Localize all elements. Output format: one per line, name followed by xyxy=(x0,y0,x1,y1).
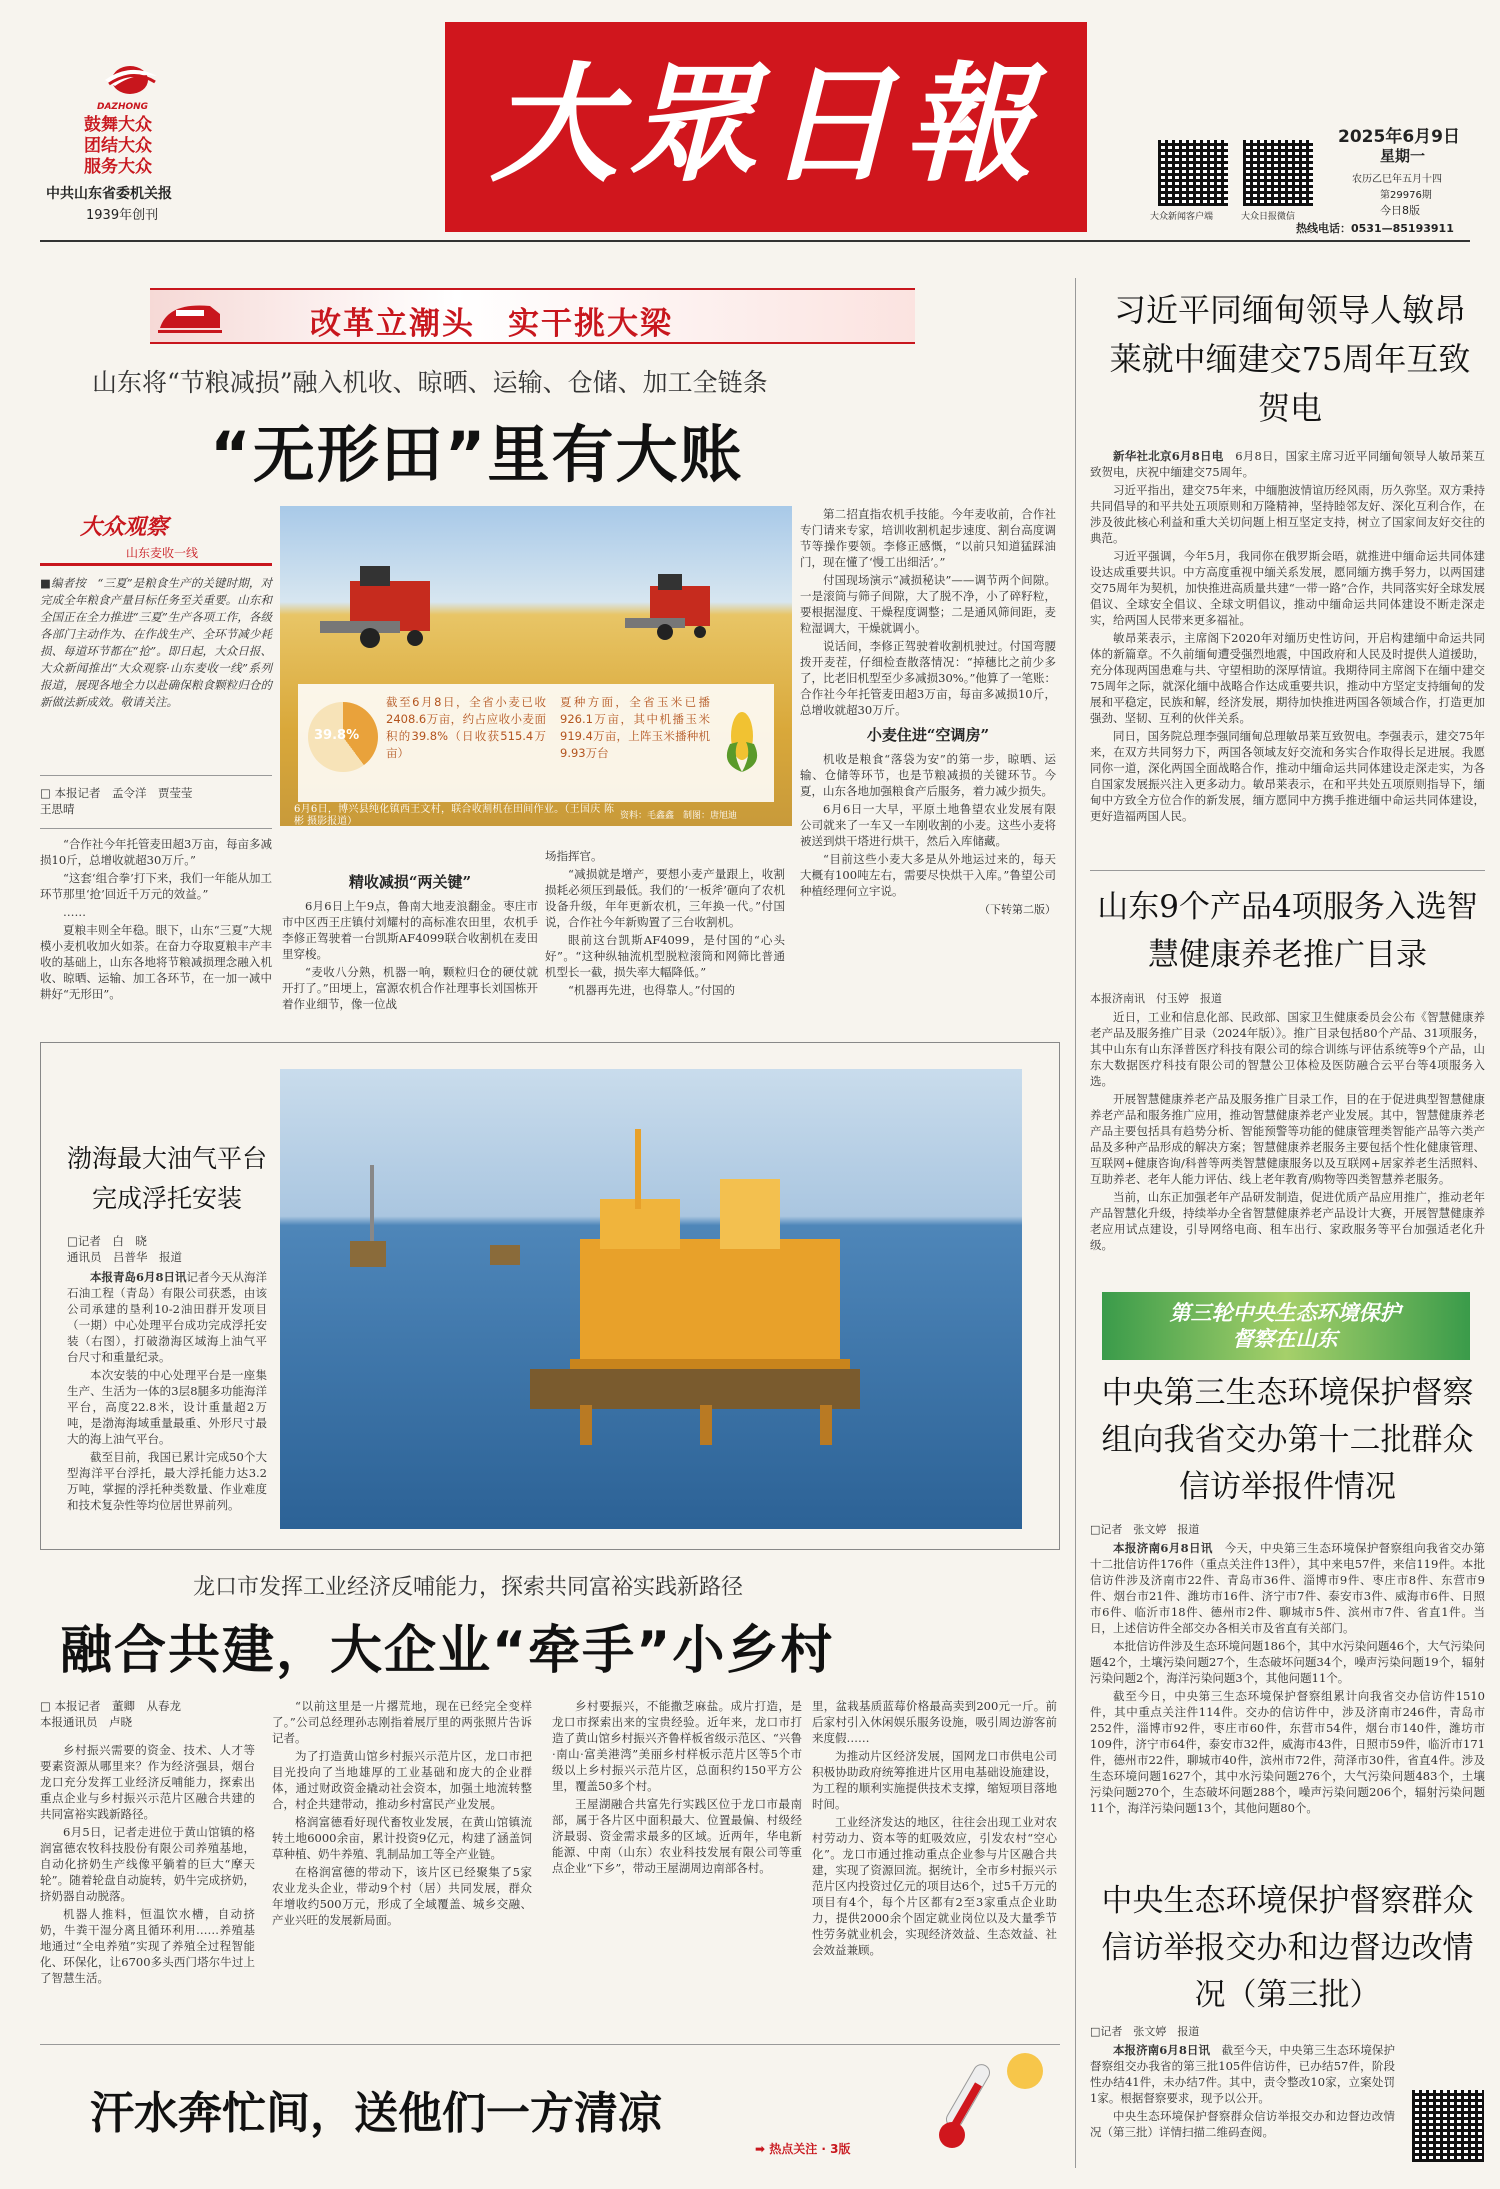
paragraph: “以前这里是一片撂荒地，现在已经完全变样了。”公司总经理孙志刚指着展厅里的两张照片告诉记者。 xyxy=(272,1699,532,1745)
longkou-byline: □ 本报记者 董卿 从春龙 本报通讯员 卢晓 xyxy=(40,1699,182,1729)
bottom-teaser-title: 汗水奔忙间，送他们一方清凉 xyxy=(90,2088,662,2139)
qr-label-wechat: 大众日报微信 xyxy=(1241,212,1296,222)
paragraph: 眼前这台凯斯AF4099，是付国的“心头好”。“这种纵轴流机型脱粒滚筒和网筛比普通机型长一截，损失率大幅降低。” xyxy=(545,933,785,979)
column-logo-text: 大众观察 xyxy=(80,515,169,540)
qr-code-eco[interactable] xyxy=(1412,2090,1484,2162)
paragraph: “麦收八分熟，机器一响，颗粒归仓的硬仗就开打了。”田埂上，富源农机合作社理事长刘国栋开着作业细节，像一位战 xyxy=(282,965,538,1011)
brand-small: DAZHONG xyxy=(97,102,149,112)
body-text: 截至今天，中央第三生态环境保护督察组交办我省的第三批105件信访件，已办结57件，阶段性办结41件，未办结7件。其中，责令整改10家，立案处罚1家。根据督察要求，现予以公开。 xyxy=(1090,2043,1395,2105)
thermometer-icon xyxy=(930,2051,1050,2156)
paragraph: 截至目前，我国已累计完成50个大型海洋平台浮托，最大浮托能力达3.2万吨，掌握的浮托种类数量、作业难度和技术复杂性等均位居世界前列。 xyxy=(67,1450,267,1512)
dateline: 本报济南6月8日讯 xyxy=(1113,1541,1213,1555)
weekday: 星期一 xyxy=(1380,147,1426,165)
slogans xyxy=(84,115,174,178)
qr-code-app[interactable] xyxy=(1158,140,1228,206)
dazhong-logo xyxy=(95,62,165,102)
combine-harvester-right xyxy=(625,574,710,640)
paragraph: 为推动片区经济发展，国网龙口市供电公司积极协助政府统筹推进片区用电基础设施建设，为工程的顺利实施提供技术支撑，缩短项目落地时间。 xyxy=(812,1749,1057,1811)
paragraph: 夏粮丰则全年稳。眼下，山东“三夏”大规模小麦机收加火如荼。在奋力夺取夏粮丰产丰收的基础上，山东各地将节粮减损理念融入机收、晾晒、运输、加工各环节，在一加一减中耕好“无形田”。 xyxy=(40,923,272,1001)
divider xyxy=(40,828,272,829)
masthead-title: 大眾日報 xyxy=(489,50,1042,200)
paragraph: “合作社今年托管麦田超3万亩，每亩多减损10斤，总增收就超30万斤。” xyxy=(40,837,272,867)
eco1-body xyxy=(1090,1518,1485,1818)
paragraph: “这套‘组合拳’打下来，我们一年能从加工环节那里‘抢’回近千万元的效益。” xyxy=(40,871,272,901)
dateline: 本报青岛6月8日讯 xyxy=(90,1270,187,1284)
info-right: 夏种方面，全省玉米已播926.1万亩，其中机播玉米919.4万亩，上阵玉米播种机9.93万台 xyxy=(560,695,710,760)
editor-note: ■编者按 “三夏”是粮食生产的关键时期，对完成全年粮食产量目标任务至关重要。山东和全国正在全力推进“三夏”生产各项工作，各级各部门主动作为、在作战生产、全环节减少耗损、每道环节都在“抢”。即日起，大众日报、大众新闻推出“大众观察·山东麦收一线”系列报道，展现各地全力以赴确保粮食颗粒归仓的新做法新成效。敬请关注。 xyxy=(40,576,272,709)
health-body xyxy=(1090,987,1485,1255)
paragraph xyxy=(1090,1540,1485,1636)
health-title: 山东9个产品4项服务入选智慧健康养老推广目录 xyxy=(1097,889,1478,973)
oil-platform-photo xyxy=(280,1069,1022,1529)
paragraph: 王屋湖融合共富先行实践区位于龙口市最南部，属于各片区中面积最大、位置最偏、村级经济最弱、资金需求最多的区域。近两年，华电新能源、中南（山东）农业科技发展有限公司等重点企业“下乡”，带动王屋湖周边南部各村。 xyxy=(552,1797,802,1875)
subheading: 精收减损“两关键” xyxy=(348,873,472,891)
bohai-box xyxy=(40,1042,1060,1550)
body-text: 今天，中央第三生态环境保护督察组向我省交办第十二批信访件176件（重点关注件13件），其中来电57件，来信119件。本批信访件涉及济南市22件、青岛市36件、淄博市9件、枣庄市8件、东营市9件、烟台市21件、潍坊市16件、济宁市7件、泰安市3件、威海市6件、日照市6件、临沂市18件、德州市2件、聊城市5件、滨州市7件、省直1件。当日，上述信访件全部交办各相关市及省直有关部门。 xyxy=(1090,1541,1486,1635)
lunar-date: 农历乙巳年五月十四 xyxy=(1352,174,1442,185)
lead-col1 xyxy=(40,836,272,1004)
paragraph: 为了打造黄山馆乡村振兴示范片区，龙口市把目光投向了当地雄厚的工业基础和庞大的企业群体，通过财政资金撬动社会资本，加强土地流转整合，村企共建带动，推动乡村富民产业发展。 xyxy=(272,1749,532,1811)
paragraph xyxy=(1090,448,1485,480)
bohai-body xyxy=(67,1269,267,1515)
paragraph: “目前这些小麦大多是从外地运过来的，每天大概有100吨左右，需要尽快烘干入库。”鲁望公司种植经理何立宇说。 xyxy=(800,852,1056,898)
paragraph: 6月6日一大早，平原土地鲁望农业发展有限公司就来了一车又一车刚收割的小麦。这些小麦将被送到烘干塔进行烘干，然后入库储藏。 xyxy=(800,802,1056,848)
divider xyxy=(40,775,272,776)
bohai-byline: □记者 白 晓 通讯员 吕普华 报道 xyxy=(67,1234,182,1264)
paragraph: 第二招直指农机手技能。今年麦收前，合作社专门请来专家，培训收割机起步速度、割台高度调节等操作要领。李修正感慨，“以前只知道猛踩油门，现在懂了‘慢工出细活’。” xyxy=(800,507,1056,569)
column-sub: 山东麦收一线 xyxy=(126,546,199,560)
paragraph: “机器再先进，也得靠人。”付国的 xyxy=(568,983,736,997)
paragraph: 截至今日，中央第三生态环境保护督察组累计向我省交办信访件1510件，其中重点关注件114件。交办的信访件中，涉及济南市246件，青岛市252件，淄博市92件，枣庄市60件，东营市54件，烟台市140件，潍坊市109件，济宁市64件，泰安市32件，威海市43件，日照市59件，临沂市171件，德州市22件，聊城市40件，滨州市72件，菏泽市30件，省直4件。涉及生态环境问题1627个，其中水污染问题276个，大气污染问题483个，土壤污染问题270个，生态破坏问题288个，噪声污染问题206个，辐射污染问题11个，海洋污染问题13个，其他问题80个。 xyxy=(1090,1689,1485,1815)
qr-code-wechat[interactable] xyxy=(1243,140,1313,206)
paragraph: 在格润富德的带动下，该片区已经聚集了5家农业龙头企业，带动9个村（居）共同发展，群众年增收约500万元，形成了全域覆盖、城乡交融、产业兴旺的发展新局面。 xyxy=(272,1865,532,1927)
eco1-byline: □记者 张文婷 报道 xyxy=(1090,1523,1200,1536)
paragraph: 里，盆栽基质蓝莓价格最高卖到200元一斤。前后家村引入休闲娱乐服务设施，吸引周边游客前来度假…… xyxy=(812,1699,1057,1745)
paragraph: 付国现场演示“减损秘诀”——调节两个间隙。一是滚筒与筛子间隙，大了脱不净，小了碎籽粒，要根据湿度、干燥程度调整；二是通风筛间距，麦粒湿调大，干燥就调小。 xyxy=(800,573,1056,635)
eco2-byline: □记者 张文婷 报道 xyxy=(1090,2025,1200,2038)
paragraph: 工业经济发达的地区，往往会出现工业对农村劳动力、资本等的虹吸效应，引发农村“空心化”。龙口市通过推动重点企业参与片区融合共建，实现了资源回流。据统计，全市乡村振兴示范片区内投资过亿元的项目达6个，过5千万元的项目有4个，每个片区都有2至3家重点企业助力，提供2000余个固定就业岗位以及大量季节性劳务就业机会，实现经济效益、生态效益、社会效益兼顾。 xyxy=(812,1815,1057,1957)
paragraph: 本批信访件涉及生态环境问题186个，其中水污染问题46个，大气污染问题42个，土壤污染问题27个，生态破坏问题34个，噪声污染问题19个，辐射污染问题2个，海洋污染问题3个，其他问题11个。 xyxy=(1090,1639,1485,1685)
body-text: 记者今天从海洋石油工程（青岛）有限公司获悉，由该公司承建的垦利10-2油田群开发项目（一期）中心处理平台成功完成浮托安装（右图），打破渤海区域海上油气平台尺寸和重量纪录。 xyxy=(67,1270,268,1364)
paragraph: 场指挥官。 xyxy=(545,849,603,863)
photo-caption: 6月6日，博兴县纯化镇西王文村，联合收割机在田间作业。（王国庆 陈彬 摄影报道） xyxy=(294,804,614,827)
paragraph: 6月5日，记者走进位于黄山馆镇的格润富德农牧科技股份有限公司养殖基地，自动化挤奶生产线像平躺着的巨大“摩天轮”。随着轮盘自动旋转，奶牛完成挤奶，挤奶器自动脱落。 xyxy=(40,1825,255,1903)
lead-col4 xyxy=(800,506,1056,917)
longkou-col1 xyxy=(40,1742,255,1988)
reform-banner xyxy=(150,288,915,344)
page-count: 今日8版 xyxy=(1380,204,1420,217)
paragraph: “减损就是增产，要想小麦产量跟上，收割损耗必须压到最低。我们的‘一板斧’砸向了农机设备升级，年年更新农机，三年换一代。”付国说，合作社今年新购置了三台收割机。 xyxy=(545,867,785,929)
divider xyxy=(1090,870,1485,871)
longkou-col4 xyxy=(812,1698,1057,1960)
longkou-col3 xyxy=(552,1698,802,1878)
issue-date: 2025年6月9日 xyxy=(1338,127,1460,147)
health-byline: 本报济南讯 付玉婷 报道 xyxy=(1090,992,1222,1005)
slogan: 服务大众 xyxy=(84,157,152,177)
longkou-col2 xyxy=(272,1698,532,1930)
harvest-photo xyxy=(280,506,792,826)
eco2-title: 中央生态环境保护督察群众信访举报交办和边督边改情况（第三批） xyxy=(1101,1883,1474,2013)
paragraph: 中央生态环境保护督察群众信访举报交办和边督边改情况（第三批）详情扫描二维码查阅。 xyxy=(1090,2109,1395,2139)
lead-byline: □ 本报记者 孟令洋 贾莹莹 王思晴 xyxy=(40,786,193,816)
right-column-divider xyxy=(1075,278,1076,2168)
pie-chart-label: 39.8% xyxy=(314,728,360,743)
paragraph: 当前，山东正加强老年产品研发制造，促进优质产品应用推广，推动老年产品智慧化升级，持续举办全省智慧健康养老产品设计大赛，开展智慧健康养老应用试点建设，引导网络电商、租车出行、家政服务等平台加强适老化升级。 xyxy=(1090,1190,1485,1252)
info-left: 截至6月8日，全省小麦已收2408.6万亩，约占应收小麦面积的39.8%（日收获515.4万亩） xyxy=(386,695,546,760)
dateline: 新华社北京6月8日电 xyxy=(1113,449,1224,463)
slogan: 团结大众 xyxy=(84,136,152,156)
masthead-title-block xyxy=(445,22,1087,232)
lead-col3 xyxy=(545,848,785,1000)
paragraph: 开展智慧健康养老产品及服务推广目录工作，目的在于促进典型智慧健康养老产品和服务推广应用，推动智慧健康养老产业发展。其中，智慧健康养老产品主要包括具有趋势分析、智能预警等功能的健康管理类智能产品等六类产品及多种产品形成的解决方案；智慧健康养老服务主要包括个性化健康管理、互联网+健康咨询/科普等两类智慧健康服务以及互联网+居家养老生活照料、互助养老、老年人能力评估、线上老年教育/购物等四类智慧养老服务。 xyxy=(1090,1092,1485,1186)
body-text: 6月8日，国家主席习近平同缅甸领导人敏昂莱互致贺电，庆祝中缅建交75周年。 xyxy=(1090,449,1485,479)
paragraph: 乡村振兴需要的资金、技术、人才等要素资源从哪里来？作为经济强县，烟台龙口充分发挥工业经济反哺能力，探索出重点企业与乡村振兴示范片区融合共建的共同富裕实践新路径。 xyxy=(40,1743,255,1821)
eco2-body xyxy=(1090,2020,1395,2142)
paragraph: …… xyxy=(63,905,86,919)
issue-number: 第29976期 xyxy=(1380,190,1432,201)
bohai-title: 渤海最大油气平台完成浮托安装 xyxy=(67,1144,268,1213)
paragraph: 机收是粮食“落袋为安”的第一步，晾晒、运输、仓储等环节，也是节粮减损的关键环节。今夏，山东各地加强粮食产后服务，着力减少损失。 xyxy=(800,752,1056,798)
masthead-rule xyxy=(40,240,1470,242)
paragraph: 本次安装的中心处理平台是一座集生产、生活为一体的3层8腿多功能海洋平台，高度22.8米，设计重量超2万吨，是渤海海域重量最重、外形尺寸最大的海上油气平台。 xyxy=(67,1368,267,1446)
oil-platform xyxy=(530,1129,860,1445)
founded: 1939年创刊 xyxy=(86,208,159,223)
train-icon xyxy=(158,296,222,336)
org-name: 中共山东省委机关报 xyxy=(46,186,172,202)
paragraph: 习近平指出，建交75年来，中缅胞波情谊历经风雨，历久弥坚。双方秉持共同倡导的和平共处五项原则和万隆精神，坚持睦邻友好、深化互利合作，在涉及彼此核心利益和重大关切问题上相互坚定支持，树立了国家间友好交往的典范。 xyxy=(1090,483,1485,545)
lead-kicker: 山东将“节粮减损”融入机收、晾晒、运输、仓储、加工全链条 xyxy=(92,368,768,397)
paragraph: 敏昂莱表示，主席阁下2020年对缅历史性访问，开启构建缅中命运共同体的新篇章。不久前缅甸遭受强烈地震，中国政府和人民及时提供人道援助，充分体现两国患难与共、守望相助的深厚情谊。我期待同主席阁下在缅中建交75周年之际，就深化缅中战略合作达成重要共识，推动中方坚定支持缅甸的发展和平稳定，民族和解，经济发展，期待加快推进两国各领域合作，打造更加强劲、坚韧、互利的伙伴关系。 xyxy=(1090,631,1485,725)
hot-topic-link[interactable]: ➡ 热点关注 · 3版 xyxy=(755,2142,851,2156)
qr-label-app: 大众新闻客户端 xyxy=(1150,212,1214,222)
subheading: 小麦住进“空调房” xyxy=(866,726,990,744)
eco-banner xyxy=(1102,1292,1470,1360)
combine-harvester-left xyxy=(320,566,430,648)
eco-banner-text: 第三轮中央生态环境保护督察在山东 xyxy=(1169,1301,1401,1351)
bottom-teaser[interactable] xyxy=(40,2044,1060,2159)
paragraph xyxy=(1090,2042,1395,2106)
lead-title: “无形田”里有大账 xyxy=(210,418,744,491)
info-credit: 资料：毛鑫鑫 制图：唐旭迪 xyxy=(620,811,738,821)
pie-chart xyxy=(308,702,378,772)
masthead xyxy=(0,0,1500,245)
paragraph: 同日，国务院总理李强同缅甸总理敏昂莱互致贺电。李强表示，建交75年来，在双方共同努力下，两国各领域友好交流和务实合作取得长足进展。我愿同你一道，深化两国全面战略合作，推动中缅命运共同体建设走深走实，为各自国家发展振兴注入更多动力。敏昂莱表示，在和平共处五项原则指导下，缅甸中方致全方位合作的新发展，缅方愿同中方携手推进缅中命运共同体建设，更好造福两国人民。 xyxy=(1090,729,1485,823)
paragraph: 说话间，李修正驾驶着收割机驶过。付国弯腰拨开麦茬，仔细检查散落情况：“掉穗比之前少多了，比老旧机型至少多减损30%。”他算了一笔账：合作社今年托管麦田超3万亩，每亩多减损10斤，总增收就超30万斤。 xyxy=(800,639,1056,717)
paragraph: 机器人推料，恒温饮水槽，自动挤奶，牛粪干湿分离且循环利用……养殖基地通过“全电养殖”实现了养殖全过程智能化、环保化，让6700多头西门塔尔牛过上了智慧生活。 xyxy=(40,1907,255,1985)
lead-col2 xyxy=(282,865,538,1014)
distant-platforms xyxy=(350,1165,520,1267)
longkou-kicker: 龙口市发挥工业经济反哺能力，探索共同富裕实践新路径 xyxy=(193,1575,744,1600)
paragraph: 乡村要振兴，不能撒芝麻盐。成片打造，是龙口市探索出来的宝贵经验。近年来，龙口市打造了黄山馆乡村振兴齐鲁样板省级示范区、“兴鲁·南山·富美港湾”美丽乡村样板示范片区等5个市级以上乡村振兴示范片区，总面积约150平方公里，覆盖50多个村。 xyxy=(552,1699,802,1793)
longkou-title: 融合共建，大企业“牵手”小乡村 xyxy=(60,1621,835,1681)
info-overlay xyxy=(298,684,774,802)
paragraph xyxy=(67,1269,267,1365)
xi-title: 习近平同缅甸领导人敏昂莱就中缅建交75周年互致贺电 xyxy=(1109,291,1471,427)
paragraph: 近日，工业和信息化部、民政部、国家卫生健康委员会公布《智慧健康养老产品及服务推广目录（2024年版）》。推广目录包括80个产品、31项服务，其中山东有山东泽普医疗科技有限公司的综合训练与评估系统等9个产品，山东大数据医疗科技有限公司的智慧公卫体检及医防融合云平台等4项服务入选。 xyxy=(1090,1010,1485,1088)
paragraph: 习近平强调，今年5月，我同你在俄罗斯会晤，就推进中缅命运共同体建设达成重要共识。中方高度重视中缅关系发展，愿同缅方携手努力，以两国建交75周年为契机，加快推进高质量共建“一带一路”合作，共同落实好全球发展倡议、全球安全倡议、全球文明倡议，推动中缅命运共同体建设不断走深走实，给两国人民带来更多福祉。 xyxy=(1090,549,1485,627)
column-logo xyxy=(40,510,272,566)
reform-banner-text: 改革立潮头 实干挑大梁 xyxy=(310,306,673,342)
paragraph: 格润富德看好现代畜牧业发展，在黄山馆镇流转土地6000余亩，累计投资9亿元，构建了涵盖饲草种植、奶牛养殖、乳制品加工等全产业链。 xyxy=(272,1815,532,1861)
paragraph: 6月6日上午9点，鲁南大地麦浪翻金。枣庄市市中区西王庄镇付刘耀村的高标准农田里，农机手李修正驾驶着一台凯斯AF4099联合收割机在麦田里穿梭。 xyxy=(282,899,538,961)
corn-icon xyxy=(718,704,766,774)
xi-body xyxy=(1090,448,1485,826)
hotline: 热线电话：0531—85193911 xyxy=(1296,222,1454,235)
slogan: 鼓舞大众 xyxy=(84,115,152,135)
dateline: 本报济南6月8日讯 xyxy=(1113,2043,1211,2057)
eco1-title: 中央第三生态环境保护督察组向我省交办第十二批群众信访举报件情况 xyxy=(1101,1375,1474,1505)
continued-note: （下转第二版） xyxy=(979,903,1056,916)
